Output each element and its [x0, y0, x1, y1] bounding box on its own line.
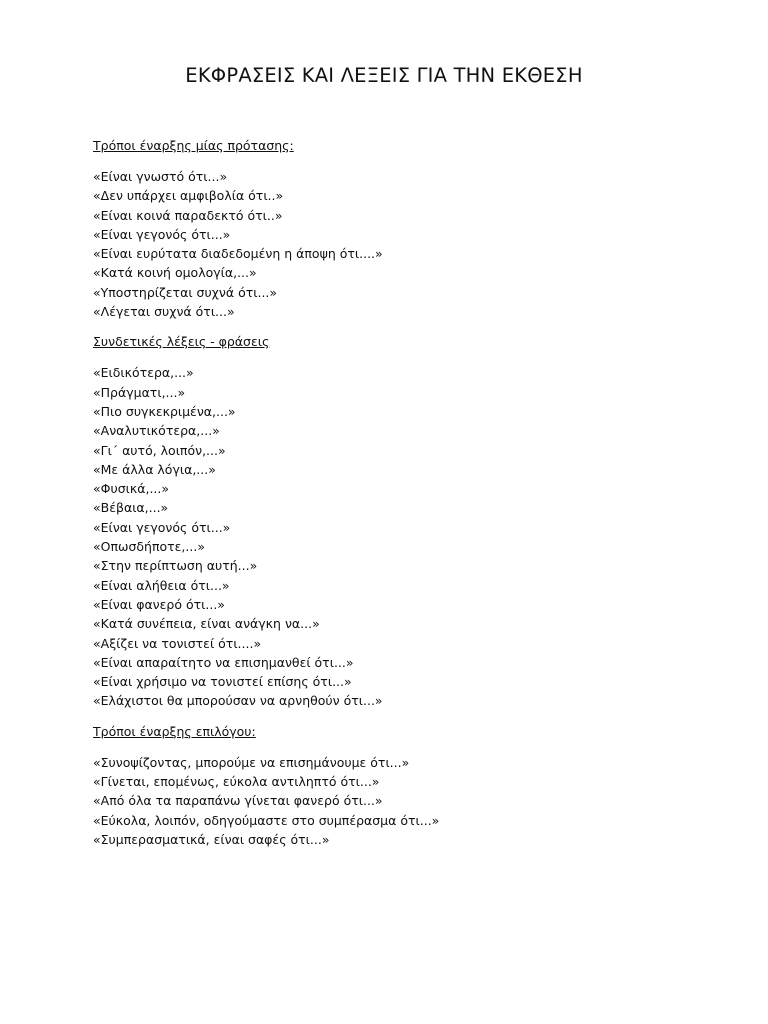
section-conclusion-openers — [93, 722, 733, 849]
list-item: «Είναι χρήσιμο να τονιστεί επίσης ότι...» — [93, 674, 352, 690]
list-item: «Είναι γνωστό ότι...» — [93, 169, 228, 184]
list-item: «Είναι γεγονός ότι...» — [93, 519, 231, 535]
list-item: «Δεν υπάρχει αμφιβολία ότι..» — [93, 188, 284, 204]
phrase-list — [93, 167, 733, 321]
list-item: «Εύκολα, λοιπόν, οδηγούμαστε στο συμπέρασμα ότι...» — [93, 812, 440, 828]
list-item: «Κατά συνέπεια, είναι ανάγκη να...» — [93, 616, 320, 632]
phrase-list — [93, 363, 733, 710]
list-item: «Πράγματι,...» — [93, 384, 186, 400]
list-item: «Βέβαια,...» — [93, 500, 169, 516]
section-heading: Τρόποι έναρξης μίας πρότασης: — [93, 138, 294, 153]
list-item: «Είναι ευρύτατα διαδεδομένη η άποψη ότι....» — [93, 246, 383, 262]
section-sentence-openers — [93, 136, 733, 321]
list-item: «Είναι φανερό ότι...» — [93, 596, 225, 612]
list-item: «Κατά κοινή ομολογία,...» — [93, 265, 257, 281]
list-item: «Οπωσδήποτε,...» — [93, 539, 205, 555]
section-connectives — [93, 332, 733, 710]
section-heading: Τρόποι έναρξης επιλόγου: — [93, 723, 256, 739]
list-item: «Υποστηρίζεται συχνά ότι...» — [93, 284, 278, 300]
section-heading: Συνδετικές λέξεις - φράσεις — [93, 334, 270, 350]
list-item: «Αναλυτικότερα,...» — [93, 423, 220, 439]
list-item: «Πιο συγκεκριμένα,...» — [93, 403, 236, 419]
list-item: «Λέγεται συχνά ότι...» — [93, 304, 235, 320]
list-item: «Από όλα τα παραπάνω γίνεται φανερό ότι...» — [93, 793, 383, 809]
list-item: «Γίνεται, επομένως, εύκολα αντιληπτό ότι...» — [93, 774, 380, 790]
document-content — [93, 136, 733, 860]
list-item: «Είναι αλήθεια ότι...» — [93, 577, 230, 593]
list-item: «Ελάχιστοι θα μπορούσαν να αρνηθούν ότι...» — [93, 693, 383, 709]
list-item: «Συνοψίζοντας, μπορούμε να επισημάνουμε ότι...» — [93, 754, 410, 770]
list-item: «Με άλλα λόγια,...» — [93, 461, 216, 477]
phrase-list — [93, 753, 733, 849]
list-item: «Αξίζει να τονιστεί ότι....» — [93, 635, 262, 651]
list-item: «Είναι απαραίτητο να επισημανθεί ότι...» — [93, 654, 354, 670]
list-item: «Στην περίπτωση αυτή...» — [93, 558, 258, 574]
list-item: «Είναι γεγονός ότι...» — [93, 226, 231, 242]
list-item: «Ειδικότερα,...» — [93, 365, 194, 381]
list-item: «Είναι κοινά παραδεκτό ότι..» — [93, 207, 283, 223]
document-title: ΕΚΦΡΑΣΕΙΣ ΚΑΙ ΛΕΞΕΙΣ ΓΙΑ ΤΗΝ ΕΚΘΕΣΗ — [185, 64, 583, 87]
list-item: «Συμπερασματικά, είναι σαφές ότι...» — [93, 831, 330, 847]
list-item: «Γι΄ αυτό, λοιπόν,...» — [93, 442, 226, 458]
list-item: «Φυσικά,...» — [93, 481, 170, 497]
